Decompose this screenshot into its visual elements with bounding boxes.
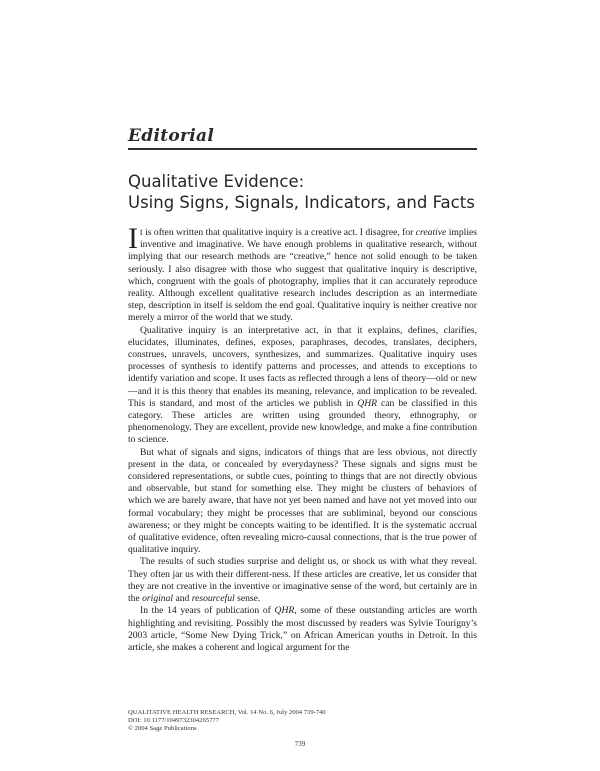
- article-title: [128, 171, 488, 213]
- paragraph-1-text-a: t is often written that qualitative inquiry is a creative act. I disagree, for: [140, 227, 416, 238]
- journal-citation: QUALITATIVE HEALTH RESEARCH, Vol. 14 No. 6, July 2004 739-740: [128, 709, 326, 716]
- title-line-2: Using Signs, Signals, Indicators, and Facts: [128, 193, 475, 212]
- drop-cap: I: [128, 222, 138, 255]
- paragraph-4: [128, 556, 477, 605]
- paragraph-2-journal-abbrev: QHR: [357, 397, 378, 409]
- page-number: 739: [294, 740, 306, 748]
- paragraph-1-text-b: implies inventive and imaginative. We have enough problems in qualitative research, without implying that our research methods are “creative,” hence not solid enough to be taken seriously. I also disagree with those who suggest that qualitative inquiry is descriptive, which, congruent with the goals of photography, implies that it can accurately reproduce reality. Although excellent qualitative research includes description as an intermediate step, description in itself is seldom the end goal. Qualitative inquiry is neither creative nor merely a mirror of the world that we study.: [128, 227, 477, 324]
- copyright: © 2004 Sage Publications: [128, 725, 197, 733]
- paragraph-2-text-a: Qualitative inquiry is an interpretative act, in that it explains, defines, clarifies, elucidates, illuminates, defines, exposes, paraphrases, decodes, translates, deciphers, construes, unravels, uncovers, synthesizes, and summarizes. Qualitative inquiry uses processes of synthesis to identify patterns and processes, and attends to exceptions to identify variation and scope. It uses facts as reflected through a lens of theory—old or new—and it is this theory that enables its meaning, relevance, and implication to be revealed. This is standard, and most of the articles we publish in: [128, 324, 477, 409]
- paragraph-2: [128, 325, 477, 447]
- paragraph-1: [128, 222, 477, 325]
- paragraph-4-text-b: and: [173, 593, 192, 605]
- section-divider: [128, 148, 477, 150]
- paragraph-5: [128, 605, 477, 654]
- title-line-1: Qualitative Evidence:: [128, 172, 305, 191]
- article-body: [128, 222, 477, 654]
- section-label: Editorial: [128, 126, 215, 146]
- paragraph-4-text-a: The results of such studies surprise and delight us, or shock us with what they reveal. They often jar us with their different-ness. If these articles are creative, let us consider that they are not creative in the inventive or imaginative sense of the word, but certainly are in the: [128, 556, 477, 605]
- paragraph-5-journal-abbrev: QHR: [274, 605, 295, 617]
- paragraph-1-emphasis: creative: [415, 227, 447, 238]
- paragraph-5-text-a: In the 14 years of publication of: [140, 605, 275, 617]
- paragraph-3: But what of signals and signs, indicators of things that are less obvious, not directly present in the data, or concealed by everydayness? These signals and signs must be considered representations, or subtle cues, pointing to things that are not directly obvious and observable, but stand for something else. They might be clusters of behaviors of which we are barely aware, that have not yet been named and have not yet moved into our formal vocabulary; they might be processes that are subliminal, beyond our conscious awareness; or they might be concepts waiting to be identified. It is the systematic accrual of qualitative evidence, often revealing micro-causal connections, that is the true power of qualitative inquiry.: [128, 446, 477, 556]
- paragraph-4-emphasis-1: original: [142, 593, 174, 605]
- paragraph-4-text-c: sense.: [234, 593, 261, 605]
- doi: DOI: 10.1177/1049732304265777: [128, 717, 219, 725]
- citation-footer: [128, 709, 477, 734]
- paragraph-5-text-b: , some of these outstanding articles are worth highlighting and revisiting. Possibly the most discussed by readers was Sylvie Tourigny’s 2003 article, “Some New Dying Trick,” on African American youths in Detroit. In this article, she makes a coherent and logical argument for the: [128, 605, 477, 653]
- paragraph-4-emphasis-2: resourceful: [191, 593, 235, 605]
- paragraph-2-text-b: can be classified in this category. These articles are written using grounded theory, ethnography, or phenomenology. They are excellent, provide new knowledge, and make a fine contribution to science.: [128, 397, 477, 446]
